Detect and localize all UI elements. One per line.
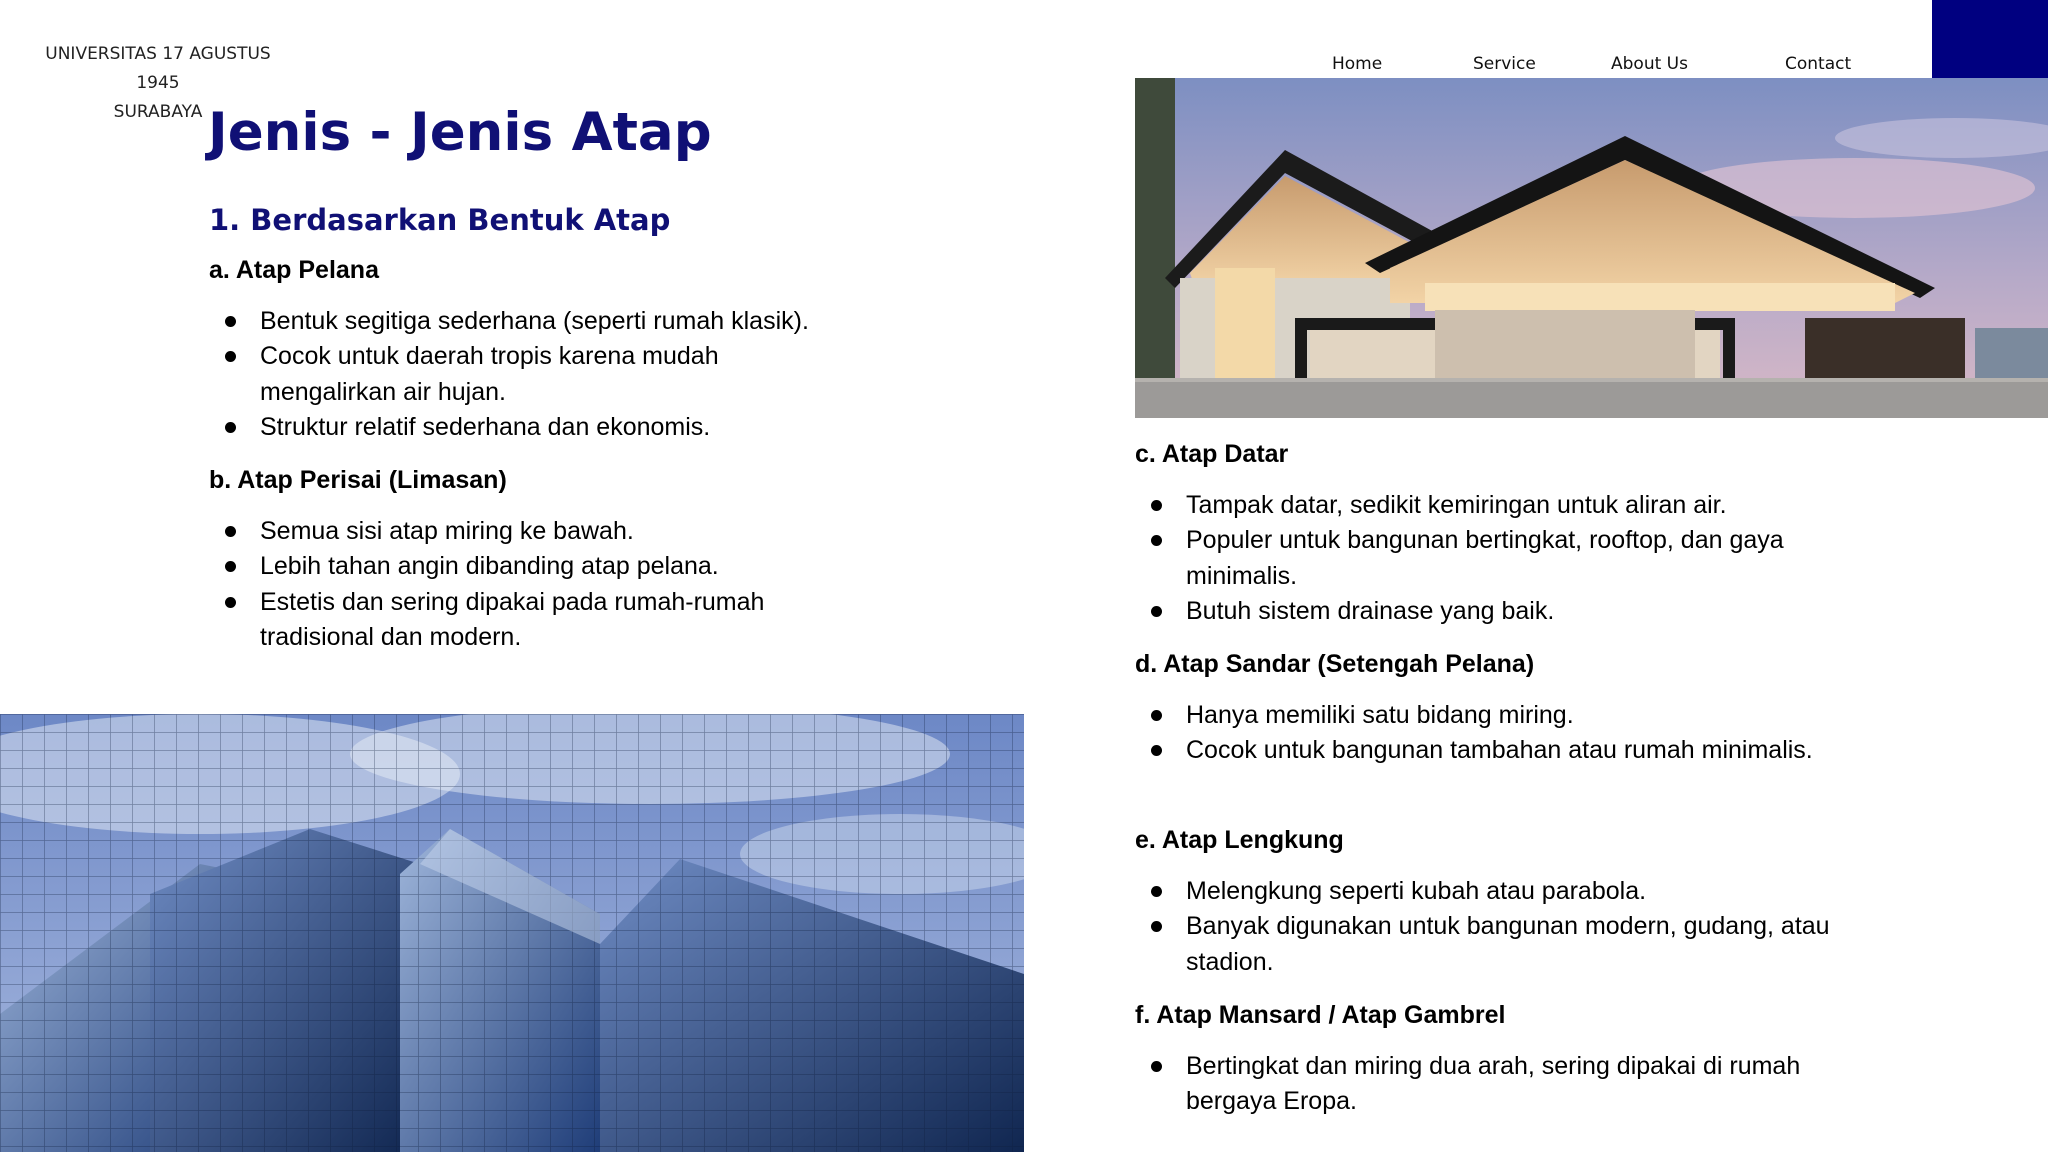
section-heading: a. Atap Pelana (209, 256, 379, 284)
section-heading: c. Atap Datar (1135, 440, 1289, 468)
section-heading: d. Atap Sandar (Setengah Pelana) (1135, 650, 1535, 678)
bullet-list (209, 304, 849, 445)
list-item: Cocok untuk daerah tropis karena mudah mengalirkan air hujan. (260, 339, 849, 410)
list-item: Estetis dan sering dipakai pada rumah-rumah tradisional dan modern. (260, 585, 849, 656)
list-item: Banyak digunakan untuk bangunan modern, gudang, atau stadion. (1186, 909, 1835, 980)
nav-service[interactable]: Service (1473, 54, 1536, 74)
nav-about-us[interactable]: About Us (1611, 54, 1688, 74)
section-atap-datar (1135, 438, 1835, 629)
list-item: Tampak datar, sedikit kemiringan untuk aliran air. (1186, 488, 1835, 523)
bullet-list (209, 514, 849, 655)
bullet-list (1135, 698, 1835, 769)
nav-contact[interactable]: Contact (1785, 54, 1852, 74)
section-atap-perisai (209, 464, 849, 655)
list-item: Bertingkat dan miring dua arah, sering dipakai di rumah bergaya Eropa. (1186, 1049, 1835, 1120)
section-heading: e. Atap Lengkung (1135, 826, 1344, 854)
section-atap-pelana (209, 254, 849, 445)
bullet-list (1135, 488, 1835, 629)
bullet-list (1135, 1049, 1835, 1120)
section-atap-sandar (1135, 648, 1835, 769)
section-heading: b. Atap Perisai (Limasan) (209, 466, 507, 494)
university-name-line1: UNIVERSITAS 17 AGUSTUS 1945 (45, 44, 271, 93)
glass-building-photo (0, 714, 1024, 1152)
list-item: Butuh sistem drainase yang baik. (1186, 594, 1835, 629)
list-item: Semua sisi atap miring ke bawah. (260, 514, 849, 549)
section-atap-mansard (1135, 999, 1835, 1120)
list-item: Populer untuk bangunan bertingkat, rooftop, dan gaya minimalis. (1186, 523, 1835, 594)
section-subtitle: 1. Berdasarkan Bentuk Atap (209, 203, 671, 237)
bullet-list (1135, 874, 1835, 980)
accent-corner-block (1932, 0, 2048, 78)
section-heading: f. Atap Mansard / Atap Gambrel (1135, 1001, 1506, 1029)
list-item: Cocok untuk bangunan tambahan atau rumah minimalis. (1186, 733, 1835, 768)
house-photo (1135, 78, 2048, 418)
list-item: Lebih tahan angin dibanding atap pelana. (260, 549, 849, 584)
section-atap-lengkung (1135, 824, 1835, 980)
university-name-line2: SURABAYA (113, 102, 203, 122)
list-item: Melengkung seperti kubah atau parabola. (1186, 874, 1835, 909)
list-item: Hanya memiliki satu bidang miring. (1186, 698, 1835, 733)
list-item: Struktur relatif sederhana dan ekonomis. (260, 410, 849, 445)
nav-home[interactable]: Home (1332, 54, 1383, 74)
page-title: Jenis - Jenis Atap (208, 102, 712, 163)
list-item: Bentuk segitiga sederhana (seperti rumah klasik). (260, 304, 849, 339)
